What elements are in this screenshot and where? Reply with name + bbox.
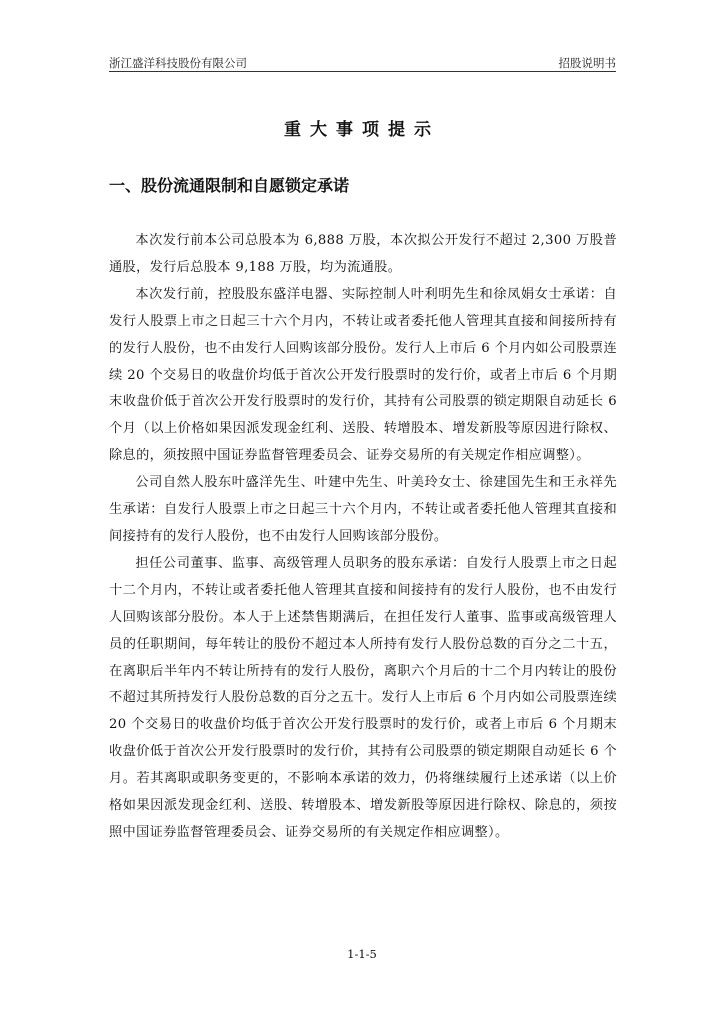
paragraph: 本次发行前本公司总股本为 6,888 万股，本次拟公开发行不超过 2,300 万股普通股，发行后总股本 9,188 万股，均为流通股。 [109, 233, 617, 275]
paragraph: 公司自然人股东叶盛洋先生、叶建中先生、叶美玲女士、徐建国先生和王永祥先生承诺：自发行人股票上市之日起三十六个月内，不转让或者委托他人管理其直接和间接持有的发行人股份，也不由发行人回购该部分股份。 [109, 475, 617, 544]
header-divider [109, 71, 616, 72]
running-header [109, 50, 616, 70]
paragraph: 本次发行前，控股股东盛洋电器、实际控制人叶利明先生和徐凤娟女士承诺：自发行人股票上市之日起三十六个月内，不转让或者委托他人管理其直接和间接所持有的发行人股份，也不由发行人回购该部分股份。发行人上市后 6 个月内如公司股票连续 20 个交易日的收盘价均低于首次公开发行股票时的发行价，或者上市后 6 个月期末收盘价低于首次公开发行股票时的发行价，其持有公司股票的锁定期限自动延长 6 个月（以上价格如果因派发现金红利、送股、转增股本、增发新股等原因进行除权、除息的，须按照中国证券监督管理委员会、证券交易所的有关规定作相应调整）。 [109, 286, 617, 464]
section-heading: 一、股份流通限制和自愿锁定承诺 [109, 176, 350, 195]
paragraph: 担任公司董事、监事、高级管理人员职务的股东承诺：自发行人股票上市之日起十二个月内，不转让或者委托他人管理其直接和间接持有的发行人股份，也不由发行人回购该部分股份。本人于上述禁售期满后，在担任发行人董事、监事或高级管理人员的任职期间，每年转让的股份不超过本人所持有发行人股份总数的百分之二十五，在离职后半年内不转让所持有的发行人股份，离职六个月后的十二个月内转让的股份不超过其所持发行人股份总数的百分之五十。发行人上市后 6 个月内如公司股票连续 20 个交易日的收盘价均低于首次公开发行股票时的发行价，或者上市后 6 个月期末收盘价低于首次公开发行股票时的发行价，其持有公司股票的锁定期限自动延长 6 个月。若其离职或职务变更的，不影响本承诺的效力，仍将继续履行上述承诺（以上价格如果因派发现金红利、送股、转增股本、增发新股等原因进行除权、除息的，须按照中国证券监督管理委员会、证券交易所的有关规定作相应调整）。 [109, 555, 617, 840]
section-body [109, 228, 617, 847]
page-number: 1-1-5 [347, 947, 377, 961]
page-title: 重大事项提示 [284, 120, 440, 140]
header-document-type: 招股说明书 [558, 56, 616, 70]
header-company-name: 浙江盛洋科技股份有限公司 [109, 56, 247, 70]
